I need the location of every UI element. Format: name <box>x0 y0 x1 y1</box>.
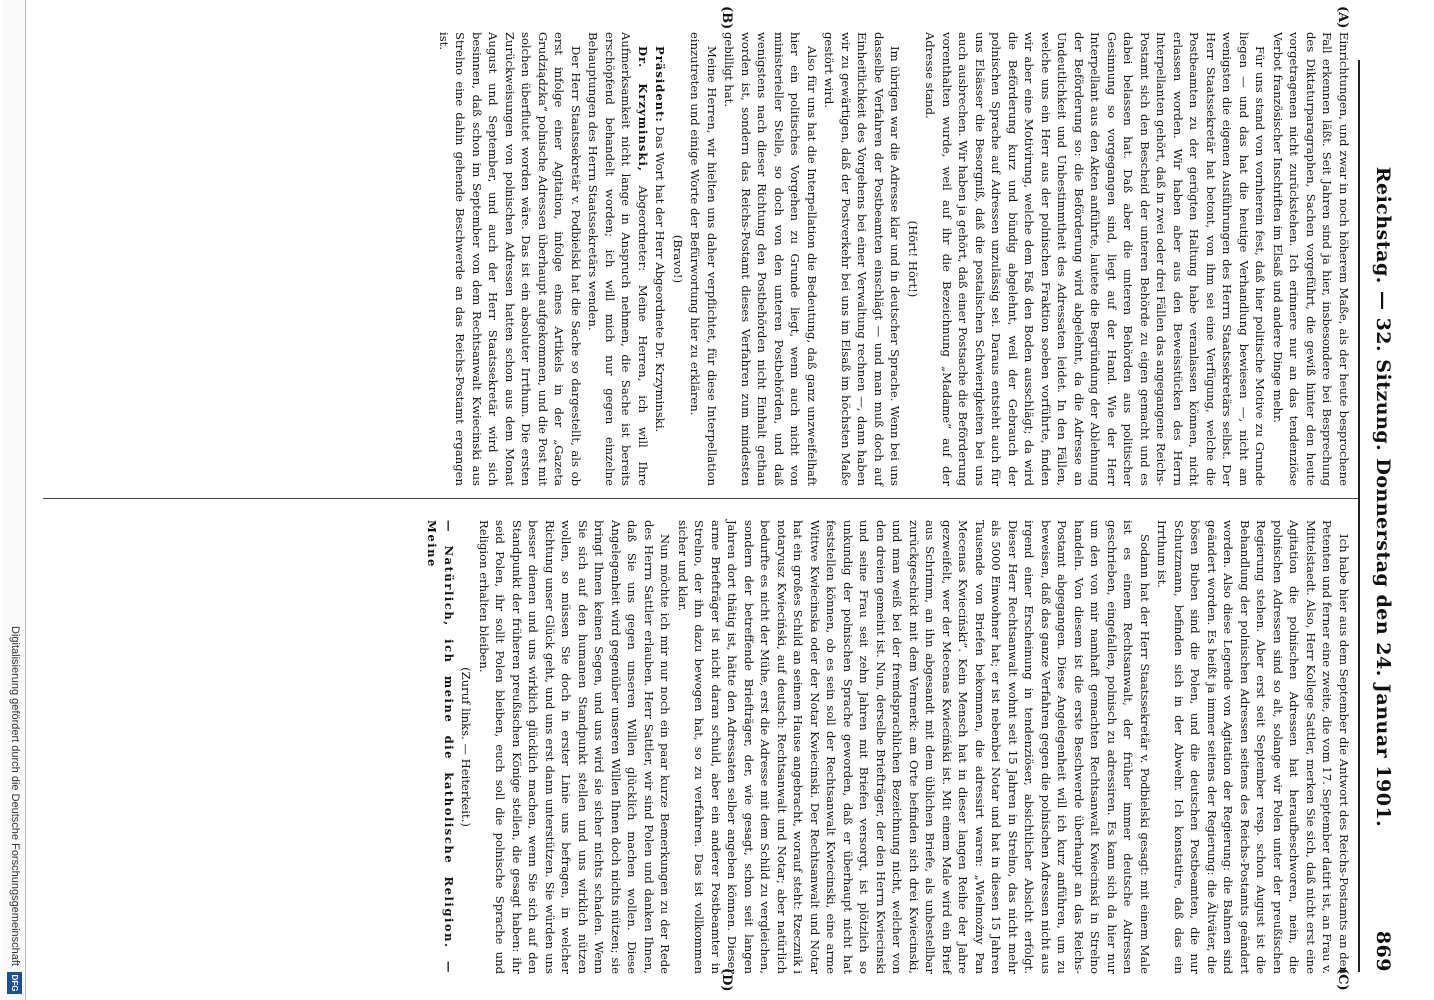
running-header-title: Reichstag. — 32. Sitzung. Donnerstag den 24. Januar 1901. <box>1372 166 1394 828</box>
speaker-text: Abgeordneter: Meine Herren, ich will Ihre Aufmerksamkeit nicht lange in Anspruch nehmen, die Sache ist bereits erschöpfend behandelt worden; ich will mich nur gegen einzelne Behauptungen des Herrn Staatssekretärs wenden. <box>586 32 650 487</box>
speaker-paragraph <box>585 32 651 486</box>
interjection: (Bravo!) <box>671 234 685 284</box>
speaker-paragraph <box>652 32 669 486</box>
interjection: (Hört! Hört!) <box>906 220 920 298</box>
paragraph: Der Herr Staatssekretär v. Podbielski hat die Sache so dargestellt, als ob erst infolge einer Agitation, infolge eines Artikels in der „Gazeta Grudziądzka“ polnische Adressen überhaupt aufgekommen, und die Post mit solchen überflutet worden wäre. Das ist ein absoluter Irrthum. Die ersten Zurückweisungen von polnischen Adressen hatten schon aus dem Monat August und September, und auch der Herr Staatssekretär wird sich besinnen, daß schon im September von dem Rechtsanwalt Kwiecinski aus Strelno eine dahin gehende Beschwerde an das Reichs-Postamt ergangen ist. <box>437 32 583 486</box>
margin-mark-b: (B) <box>719 6 734 30</box>
speaker-name: Dr. Krzyminski, <box>636 46 650 172</box>
running-header <box>1364 22 1394 972</box>
paragraph: — Natürlich, ich meine die katholische Religion. — Meine <box>425 520 456 974</box>
paragraph: Im übrigen war die Adresse klar und in deutscher Sprache. Wenn bei uns dasselbe Verfahren der Postbeamten einschlägt — und man muß doch auf Einheitlichkeit des Vorgehens bei einer Verwaltung rechnen —, dann haben wir zu gewärtigen, daß der Postverkehr bei uns im Elsaß im höchsten Maße gestört wird. <box>822 32 903 486</box>
header-rule <box>1358 60 1360 972</box>
page-number: 869 <box>1372 930 1394 972</box>
right-column <box>423 520 1352 974</box>
left-column <box>435 32 1353 486</box>
column-divider <box>43 498 1358 499</box>
paragraph: Ich habe hier aus dem September die Antwort des Reichs-Postamts an den Petenten und ferner eine zweite, die vom 17. September datirt ist, an Frau v. Mittelstaedt. Also, Herr Kollege Sattler, merken Sie sich, daß nicht erst eine Agitation die polnischen Adressen hat heraufbeschworen, nein, die polnischen Adressen sind so alt, solange wir Polen unter der preußischen Regierung stehen. Aber erst seit September resp. schon August ist die Behandlung der polnischen Adressen seitens des Reichs-Postamts geändert worden. Also diese Legende von Agitation der Regierung: die Bahnen sind geändert worden. Es heißt ja immer seitens der Regierung: die Ältväter, die bösen Buben sind die Polen, und die deutschen Postbeamten, die nur Schutzmann, befinden sich in der Abwehr. Ich konstatire, daß das ein Irrthum ist. <box>1155 520 1351 975</box>
margin-mark-d: (D) <box>719 968 734 992</box>
digitization-footer <box>3 0 26 1000</box>
paragraph: Sodann hat der Herr Staatssekretär v. Podbielski gesagt: mit einem Male ist es einem Rechtsanwalt, der früher immer deutsche Adressen geschrieben, eingefallen, polnisch zu adressiren. Es kann sich da hier nur um den von mir namhaft gemachten Rechtsanwalt Kwiecinski in Strelno handeln. Von diesem ist die erste Beschwerde überhaupt an das Reichs-Postamt abgegangen. Diese Angelegenheit will ich kurz anführen, um zu beweisen, daß das ganze Verfahren gegen die polnischen Adressen nicht aus irgend einer Erscheinung in tendenziöser, absichtlicher Absicht erfolgt. Dieser Herr Rechtsanwalt wohnt seit 15 Jahren in Strelno, das nicht mehr als 5000 Einwohner hat; er ist nebenbei Notar und hat in diesen 15 Jahren Tausende von Briefen bekommen, die adressirt waren: „Wielmożny Pan Mecenas Kwieciński“. Kein Mensch hat in dieser langen Reihe der Jahre gezweifelt, wer der Mecenas Kwieciński ist. Mit einem Male wird ein Brief aus Schrimm, an ihn abgesandt mit dem üblichen Briefe, als unbestellbar zurückgeschickt mit dem Vermerk: am Orte befinden sich drei Kwiecinski, und man weiß bei der fremdsprachlichen Bezeichnung nicht, welcher von den dreien gemeint ist. Nun, derselbe Briefträger, der den Herrn Kwiecinski und seine Frau seit zehn Jahren mit Briefen versorgt, ist plötzlich so unkundig der polnischen Sprache geworden, daß er überhaupt nicht hat feststellen können, ob es sein soll der Rechtsanwalt Kwiecinski, eine arme Wittwe Kwiecinska oder der Notar Kwiecinski. Der Rechtsanwalt und Notar hat ein großes Schild an seinem Hause angebracht, worauf steht: Rzecznik i notaryusz Kwieciński, auf deutsch: Rechtsanwalt und Notar; aber natürlich bedurfte es nicht der Mühe, erst die Adresse mit dem Schild zu vergleichen, sondern der betreffende Briefträger, der, wie gesagt, schon seit langen Jahren dort thätig ist, hätte den Adressaten selber angeben können. Dieser arme Briefträger ist nicht daran schuld, aber ein anderer Postbeamter in Strelno, der ihn dazu bewogen hat, so zu verfahren. Das ist vollkommen sicher und klar. <box>676 520 1152 974</box>
dfg-logo-icon: DFG <box>7 972 22 994</box>
margin-mark-a: (A) <box>1335 6 1350 29</box>
funding-credit: Digitalisierung gefördert durch die Deutsche Forschungsgemeinschaft <box>9 626 21 966</box>
paragraph: Einrichtungen, und zwar in noch höherem Maße, als der heute besprochene Fall erkennen läßt. Seit Jahren sind ja hier, insbesondere bei Besprechung des Diktaturparagraphen, Sachen vorgeführt, die gewiß hinter den heute vorgetragenen nicht zurückstehen. Ich erinnere nur an das tendenziöse Verbot französischer Inschriften im Elsaß und andere Dinge mehr. <box>1271 32 1351 486</box>
margin-mark-c: (C) <box>1335 968 1350 991</box>
speaker-text: Das Wort hat der Herr Abgeordnete Dr. Krzyminski. <box>653 126 668 433</box>
paragraph: Meine Herren, wir hielten uns daher verpflichtet, für diese Interpellation einzutreten und einige Worte der Befürwortung hier zu erklären. <box>688 32 719 486</box>
paragraph: Also für uns hat die Interpellation die Bedeutung, daß ganz unzweifelhaft hier ein politisches Vorgehen zu Grunde liegt, wenn auch nicht von ministerieller Stelle, so doch von den unteren Postbehörden, und daß wenigstens nach dieser Richtung den Postbehörden nicht Einhalt gethan worden ist, sondern das Reichs-Postamt dieses Verfahren zum mindesten gebilligt hat. <box>722 32 819 486</box>
speaker-name: Präsident: <box>653 46 668 123</box>
paragraph: Für uns stand von vornherein fest, daß hier politische Motive zu Grunde liegen — und das hat die heutige Verhandlung bewiesen —, nicht am wenigsten die eigenen Ausführungen des Herrn Staatssekretärs selbst. Der Herr Staatssekretär hat betont, von ihm sei eine Verfügung, welche die Postbeamten zu der gerügten Haltung habe veranlassen können, nicht erlassen worden. Wir haben aber aus den Beweisstücken des Herrn Interpellanten gehört, daß in zwei oder drei Fällen das angegangene Reichs-Postamt sich den Bescheid der unteren Behörde zu eigen gemacht und es dabei belassen hat. Daß aber die unteren Behörden aus politischer Gesinnung so vorgegangen sind, liegt auf der Hand. Wie der Herr Interpellant aus den Akten anführte, lautete die Begründung der Ablehnung der Beförderung so: die Beförderung wird abgelehnt, da die Adresse an Undeutlichkeit und Unbestimmtheit des Adressaten leidet. In den Fällen, welche uns ein Herr aus der polnischen Fraktion soeben vorführte, finden wir aber eine Motivirung, welche dem Faß den Boden ausschlägt; da wird die Beförderung kurz und bündig abgelehnt, weil der Gebrauch der polnischen Sprache auf Adressen unzulässig sei. Daraus entsteht auch für uns Elsässer die Besorgniß, daß die postalischen Schwierigkeiten bei uns auch ausbrechen. Wir haben ja gehört, daß einer Postsache die Beförderung vorenthalten wurde, weil auf ihr die Bezeichnung „Madame“ auf der Adresse stand. <box>923 32 1268 486</box>
interjection: (Zuruf links. — Heiterkeit.) <box>459 667 474 827</box>
paragraph: Nun möchte ich mir nur noch ein paar kurze Bemerkungen zu der Rede des Herrn Sattler erlauben. Herr Sattler, wir sind Polen und danken Ihnen, daß Sie uns gegen unseren Willen glücklich machen wollen. Diese Angelegenheit wird gegenüber unseren Willen Ihnen doch nichts nützen; sie bringt Ihnen keinen Segen, und uns wird sie sicher nichts schaden. Wenn Sie sich auf den humanen Standpunkt stellen und uns wirklich nützen wollen, so müssen Sie doch in erster Linie uns befragen, in welcher Richtung unser Glück geht, und uns erst dann unterstützen. Sie würden uns besser dienen und uns wirklich glücklich machen, wenn Sie sich auf den Standpunkt der früheren preußischen Könige stellen, die gesagt haben: ihr seid Polen, ihr sollt Polen bleiben, euch soll die polnische Sprache und Religion erhalten bleiben. <box>477 520 673 974</box>
